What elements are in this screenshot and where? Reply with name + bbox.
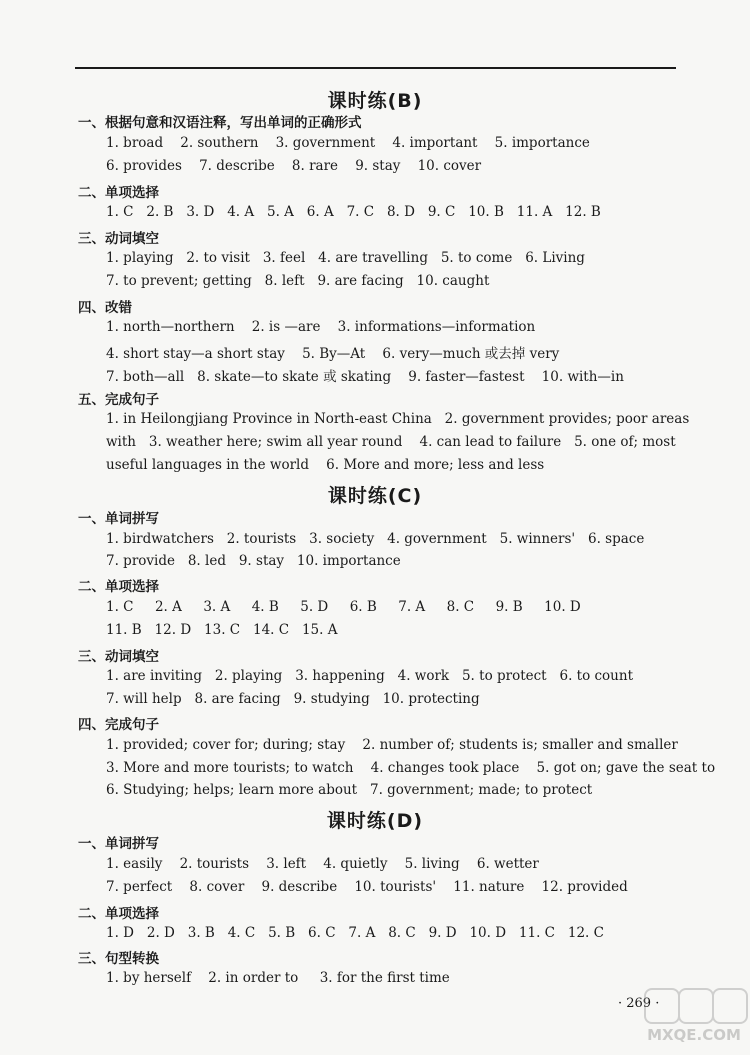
- answer-line: 1. easily 2. tourists 3. left 4. quietly 5. living 6. wetter: [106, 856, 539, 872]
- answer-line: 1. birdwatchers 2. tourists 3. society 4. government 5. winners' 6. space: [106, 531, 645, 547]
- answer-line: 7. provide 8. led 9. stay 10. importance: [106, 553, 401, 569]
- group-heading: 二、单项选择: [78, 579, 159, 595]
- answer-line: 7. perfect 8. cover 9. describe 10. tourists' 11. nature 12. provided: [106, 879, 628, 895]
- answer-line: useful languages in the world 6. More and more; less and less: [106, 457, 545, 473]
- answer-line: 1. playing 2. to visit 3. feel 4. are travelling 5. to come 6. Living: [106, 250, 585, 266]
- answer-line: 1. north—northern 2. is —are 3. informations—information: [106, 319, 536, 335]
- section-title-c: 课时练(C): [327, 485, 423, 507]
- answer-line: 1. are inviting 2. playing 3. happening 4. work 5. to protect 6. to count: [106, 668, 634, 684]
- answer-line: with 3. weather here; swim all year round 4. can lead to failure 5. one of; most: [106, 434, 676, 450]
- answer-line: 4. short stay—a short stay 5. By—At 6. very—much 或去掉 very: [106, 346, 560, 362]
- watermark-glyph-icon: [678, 988, 714, 1024]
- answer-line: 7. to prevent; getting 8. left 9. are facing 10. caught: [106, 273, 490, 289]
- answer-line: 1. in Heilongjiang Province in North-east China 2. government provides; poor areas: [106, 411, 690, 427]
- answer-line: 3. More and more tourists; to watch 4. changes took place 5. got on; gave the seat to: [106, 760, 716, 776]
- group-heading: 一、单词拼写: [78, 836, 159, 852]
- group-heading: 四、完成句子: [78, 717, 159, 733]
- answer-line: 1. broad 2. southern 3. government 4. important 5. importance: [106, 135, 590, 151]
- answer-line: 7. both—all 8. skate—to skate 或 skating 9. faster—fastest 10. with—in: [106, 369, 624, 385]
- group-heading: 二、单项选择: [78, 906, 159, 922]
- answer-line: 1. C 2. B 3. D 4. A 5. A 6. A 7. C 8. D 9. C 10. B 11. A 12. B: [106, 204, 601, 220]
- group-heading: 一、单词拼写: [78, 511, 159, 527]
- section-title-d: 课时练(D): [326, 810, 424, 832]
- answer-line: 6. Studying; helps; learn more about 7. government; made; to protect: [106, 782, 593, 798]
- answer-line: 1. provided; cover for; during; stay 2. number of; students is; smaller and smaller: [106, 737, 678, 753]
- group-heading: 三、动词填空: [78, 231, 159, 247]
- watermark-glyph-icon: [712, 988, 748, 1024]
- group-heading: 一、根据句意和汉语注释，写出单词的正确形式: [78, 115, 362, 131]
- watermark-glyph-icon: [644, 988, 680, 1024]
- group-heading: 二、单项选择: [78, 185, 159, 201]
- watermark-text: MXQE.COM: [647, 1026, 741, 1044]
- group-heading: 三、句型转换: [78, 951, 159, 967]
- top-rule: [75, 67, 676, 69]
- group-heading: 四、改错: [78, 300, 132, 316]
- answer-line: 11. B 12. D 13. C 14. C 15. A: [106, 622, 338, 638]
- answer-line: 7. will help 8. are facing 9. studying 10. protecting: [106, 691, 480, 707]
- answer-line: 1. C 2. A 3. A 4. B 5. D 6. B 7. A 8. C 9. B 10. D: [106, 599, 581, 615]
- section-title-b: 课时练(B): [327, 90, 423, 112]
- page-number: · 269 ·: [618, 996, 660, 1011]
- answer-line: 1. D 2. D 3. B 4. C 5. B 6. C 7. A 8. C 9. D 10. D 11. C 12. C: [106, 925, 604, 941]
- group-heading: 三、动词填空: [78, 649, 159, 665]
- answer-line: 1. by herself 2. in order to 3. for the first time: [106, 970, 450, 986]
- watermark-logo: [640, 988, 748, 1050]
- group-heading: 五、完成句子: [78, 392, 159, 408]
- answer-line: 6. provides 7. describe 8. rare 9. stay 10. cover: [106, 158, 482, 174]
